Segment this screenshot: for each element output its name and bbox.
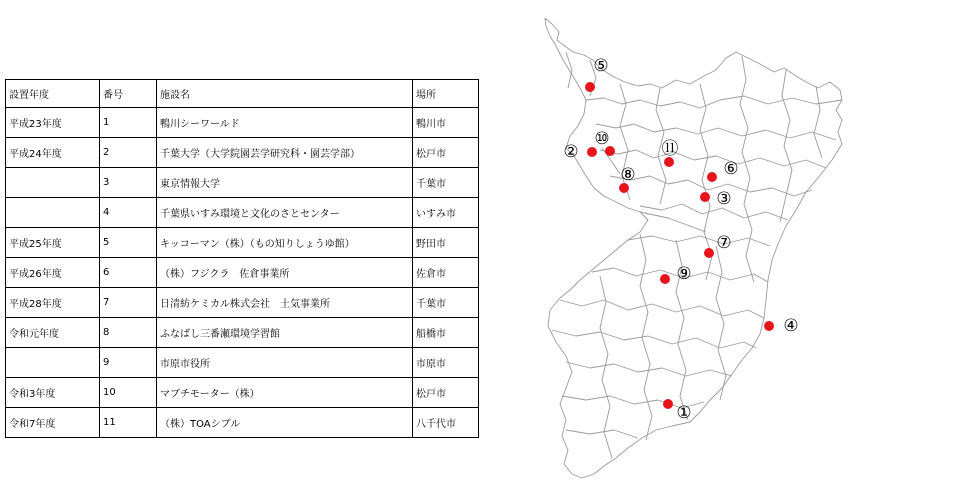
- facility-marker-label: ⑨: [676, 264, 692, 284]
- number-cell: 8: [100, 318, 157, 348]
- location-cell: 八千代市: [413, 408, 479, 438]
- facility-marker-label: ①: [676, 403, 692, 423]
- facility-marker-label: ⑧: [620, 165, 636, 185]
- number-cell: 3: [100, 168, 157, 198]
- facility-table: [5, 79, 479, 438]
- facility-marker-label: ⑥: [723, 159, 739, 179]
- facility-name-cell: マブチモーター（株）: [157, 378, 413, 408]
- table-row: [6, 138, 479, 168]
- year-cell: 平成26年度: [6, 258, 100, 288]
- table-row: [6, 168, 479, 198]
- location-cell: 鴨川市: [413, 108, 479, 138]
- header-location: 場所: [413, 80, 479, 108]
- facility-marker-label: ⑩: [594, 129, 610, 149]
- facility-name-cell: 千葉県いすみ環境と文化のさとセンター: [157, 198, 413, 228]
- year-cell: 令和7年度: [6, 408, 100, 438]
- facility-name-cell: 千葉大学（大学院園芸学研究科・園芸学部）: [157, 138, 413, 168]
- location-cell: 佐倉市: [413, 258, 479, 288]
- number-cell: 11: [100, 408, 157, 438]
- location-cell: 松戸市: [413, 138, 479, 168]
- facility-marker-label: ④: [783, 316, 799, 336]
- facility-name-cell: 東京情報大学: [157, 168, 413, 198]
- location-cell: 千葉市: [413, 168, 479, 198]
- location-cell: いすみ市: [413, 198, 479, 228]
- table-row: [6, 288, 479, 318]
- facility-name-cell: （株）フジクラ 佐倉事業所: [157, 258, 413, 288]
- header-year: 設置年度: [6, 80, 100, 108]
- facility-marker-dot: [585, 82, 595, 92]
- facility-marker-label: ⑪: [661, 139, 679, 159]
- year-cell: 令和3年度: [6, 378, 100, 408]
- table-row: [6, 258, 479, 288]
- table-row: [6, 198, 479, 228]
- facility-name-cell: ふなばし三番瀬環境学習館: [157, 318, 413, 348]
- year-cell: [6, 198, 100, 228]
- location-cell: 船橋市: [413, 318, 479, 348]
- facility-name-cell: （株）TOAシブル: [157, 408, 413, 438]
- number-cell: 4: [100, 198, 157, 228]
- facility-marker-dot: [764, 321, 774, 331]
- number-cell: 5: [100, 228, 157, 258]
- facility-marker-dot: [663, 399, 673, 409]
- header-number: 番号: [100, 80, 157, 108]
- year-cell: [6, 168, 100, 198]
- number-cell: 9: [100, 348, 157, 378]
- year-cell: 平成23年度: [6, 108, 100, 138]
- location-cell: 松戸市: [413, 378, 479, 408]
- facility-marker-dot: [700, 192, 710, 202]
- header-facility-name: 施設名: [157, 80, 413, 108]
- number-cell: 1: [100, 108, 157, 138]
- table-row: [6, 228, 479, 258]
- facility-name-cell: 鴨川シーワールド: [157, 108, 413, 138]
- facility-markers: [563, 56, 798, 423]
- year-cell: 平成28年度: [6, 288, 100, 318]
- facility-marker-label: ⑦: [716, 233, 732, 253]
- facility-marker-dot: [704, 248, 714, 258]
- location-cell: 千葉市: [413, 288, 479, 318]
- chiba-prefecture-map: [530, 0, 960, 483]
- facility-marker-label: ②: [563, 142, 579, 162]
- facility-name-cell: 市原市役所: [157, 348, 413, 378]
- number-cell: 6: [100, 258, 157, 288]
- year-cell: 平成25年度: [6, 228, 100, 258]
- number-cell: 10: [100, 378, 157, 408]
- year-cell: [6, 348, 100, 378]
- year-cell: 平成24年度: [6, 138, 100, 168]
- table-row: [6, 318, 479, 348]
- table-row: [6, 408, 479, 438]
- facility-marker-label: ③: [716, 189, 732, 209]
- facility-marker-label: ⑤: [593, 56, 609, 76]
- location-cell: 野田市: [413, 228, 479, 258]
- table-header-row: [6, 80, 479, 108]
- table-row: [6, 378, 479, 408]
- number-cell: 7: [100, 288, 157, 318]
- facility-name-cell: キッコーマン（株）（もの知りしょうゆ館）: [157, 228, 413, 258]
- facility-name-cell: 日清紡ケミカル株式会社 土気事業所: [157, 288, 413, 318]
- facility-marker-dot: [660, 274, 670, 284]
- facility-marker-dot: [707, 172, 717, 182]
- number-cell: 2: [100, 138, 157, 168]
- location-cell: 市原市: [413, 348, 479, 378]
- table-row: [6, 348, 479, 378]
- table-row: [6, 108, 479, 138]
- year-cell: 令和元年度: [6, 318, 100, 348]
